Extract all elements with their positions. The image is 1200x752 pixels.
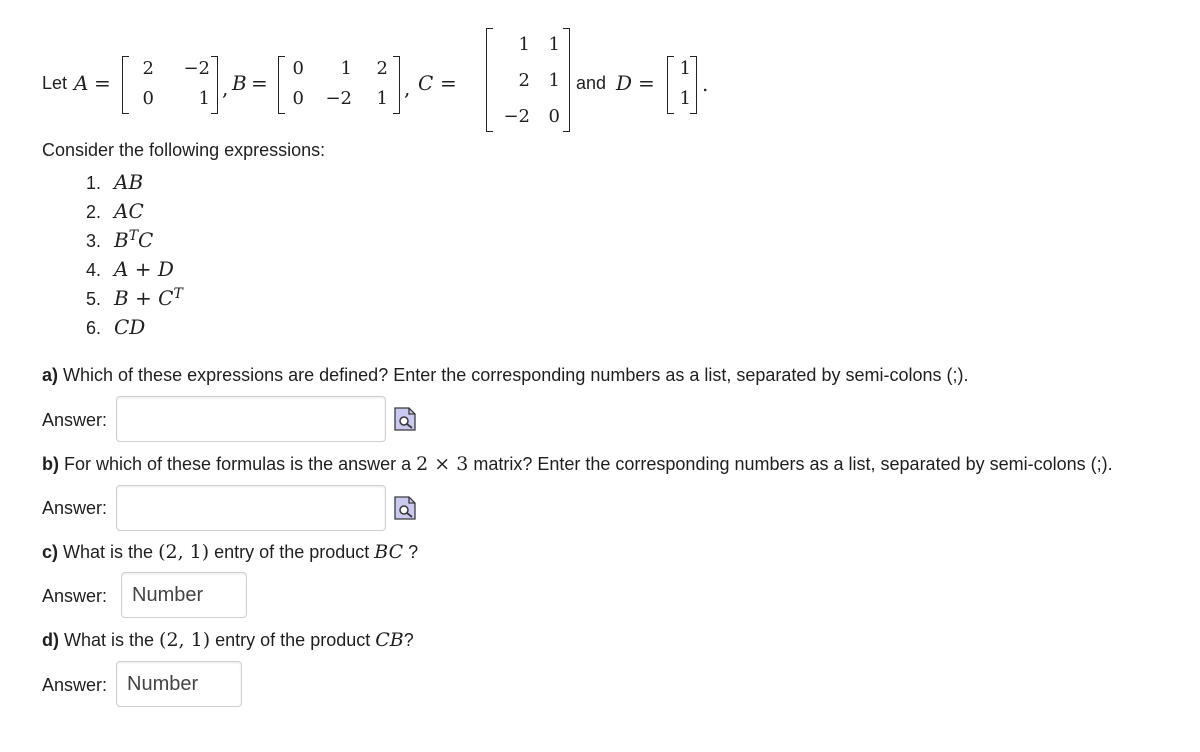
question-text: matrix? Enter the corresponding numbers as a list, separated by semi-colons (;). [468,454,1113,474]
matrix-b-cell: 0 [292,88,304,109]
matrix-c-name: C [418,71,434,95]
matrix-c [486,28,570,132]
question-text: entry of the product [209,542,375,562]
question-text: entry of the product [210,630,376,650]
expression-number: 6. [86,318,102,338]
matrix-b-cell: 2 [376,58,388,79]
question-c [42,541,418,563]
matrix-a [122,56,218,114]
question-text: What is the [59,630,160,650]
matrix-c-cell: 1 [548,70,560,91]
matrix-definitions: Let A = 2 −2 0 1 , B = 0 1 2 0 −2 1 , C = 1 1 2 1 −2 0 and D = 1 1 . [42,28,762,138]
product-expression: BC [374,541,404,563]
preview-icon[interactable] [394,496,416,520]
matrix-c-cell: 1 [548,34,560,55]
expression-number: 5. [86,289,102,309]
question-b [42,453,1113,475]
answer-label: Answer: [42,498,108,518]
question-text: ? [403,542,419,562]
equals-sign: = [638,71,655,95]
expression-number: 2. [86,202,102,222]
question-text: Which of these expressions are defined? Enter the corresponding numbers as a list, separated by semi-colons (;). [58,365,969,385]
list-item [86,199,183,228]
transpose-mark: T [173,286,183,302]
question-math: 2 × 3 [416,453,469,475]
let-label: Let [42,73,68,93]
answer-b-input[interactable] [116,485,386,531]
matrix-c-cell: 2 [518,70,530,91]
expression-tail: C [138,228,154,252]
expression: AB [114,170,144,194]
matrix-a-name: A [74,71,89,95]
question-d [42,629,414,651]
expression-number: 3. [86,231,102,251]
answer-label: Answer: [42,586,108,606]
preview-icon[interactable] [394,407,416,431]
question-label: a) [42,365,59,385]
matrix-c-cell: 1 [518,34,530,55]
question-label: c) [42,542,59,562]
answer-label: Answer: [42,675,108,695]
product-expression: CB [375,629,404,651]
expression: CD [114,315,146,339]
transpose-mark: T [128,228,139,244]
question-text: For which of these formulas is the answer a [59,454,417,474]
expression: B + C [114,286,174,310]
equals-sign: = [251,71,268,95]
question-label: d) [42,630,59,650]
question-a [42,365,968,386]
matrix-d-cell: 1 [679,88,691,109]
question-text: ? [403,630,414,650]
expression: AC [114,199,144,223]
equals-sign: = [94,71,111,95]
matrix-b-name: B [232,71,247,95]
matrix-d-name: D [616,71,633,95]
expression: A + D [114,257,174,281]
matrix-a-cell: 2 [142,58,154,79]
expression-number: 4. [86,260,102,280]
list-item [86,257,183,286]
answer-label: Answer: [42,410,108,430]
list-item [86,286,183,315]
matrix-b-cell: 0 [292,58,304,79]
matrix-b-cell: 1 [376,88,388,109]
expression-number: 1. [86,173,102,193]
matrix-b-cell: 1 [340,58,352,79]
matrix-d [667,56,697,114]
matrix-c-cell: 0 [548,106,560,127]
list-item [86,228,183,257]
expression: B [114,228,129,252]
question-label: b) [42,454,59,474]
list-item [86,170,183,199]
answer-c-input[interactable] [121,572,247,618]
equals-sign: = [440,71,457,95]
matrix-a-cell: 0 [142,88,154,109]
question-math: (2, 1) [159,629,211,651]
matrix-d-cell: 1 [679,58,691,79]
question-math: (2, 1) [158,541,210,563]
list-item [86,315,183,344]
matrix-a-cell: −2 [183,58,210,79]
matrix-a-cell: 1 [198,88,210,109]
and-label: and [576,73,607,93]
consider-text: Consider the following expressions: [42,140,326,160]
answer-a-input[interactable] [116,396,386,442]
question-text: What is the [58,542,159,562]
matrix-b-cell: −2 [325,88,352,109]
matrix-b [278,56,400,114]
answer-d-input[interactable] [116,661,242,707]
matrix-c-cell: −2 [503,106,530,127]
expression-list [86,170,183,344]
